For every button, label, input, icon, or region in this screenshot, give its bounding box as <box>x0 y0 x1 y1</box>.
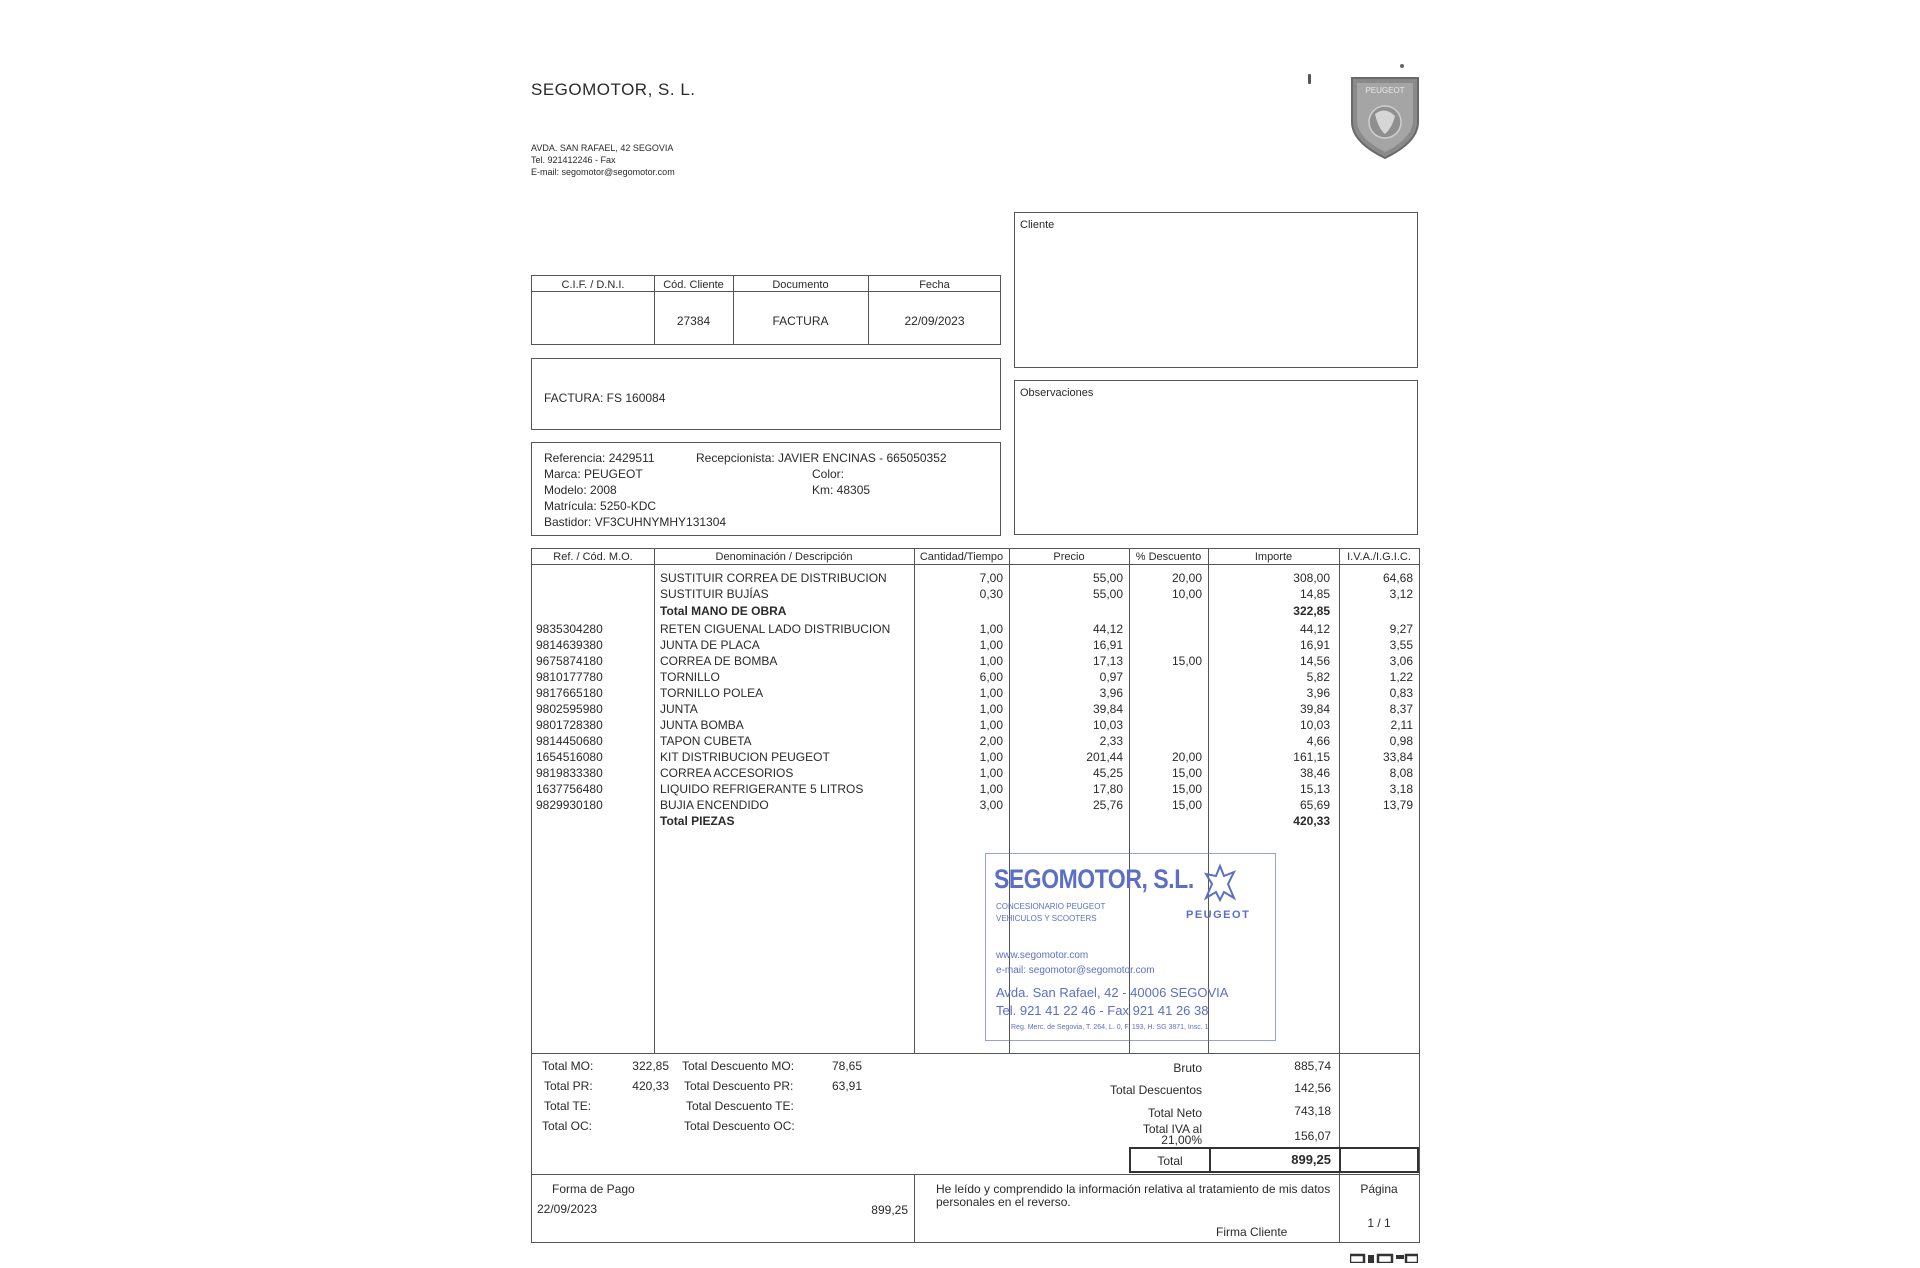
iva-value: 156,07 <box>1294 1129 1331 1143</box>
cell-amount: 38,46 <box>1299 766 1330 780</box>
cell-iva: 2,11 <box>1390 718 1413 732</box>
cell-iva: 33,84 <box>1382 750 1413 764</box>
table-row <box>532 750 1419 766</box>
sum-desc-pr-value: 63,91 <box>831 1079 862 1093</box>
table-row <box>532 622 1419 638</box>
sum-mo-value: 322,85 <box>632 1059 669 1073</box>
cell-ref: 1654516080 <box>536 750 603 764</box>
col-price-header: Precio <box>1053 551 1085 563</box>
forma-pago-fecha: 22/09/2023 <box>537 1202 598 1216</box>
invoice-number-box <box>531 358 1001 430</box>
header-fecha-label: Fecha <box>919 279 950 291</box>
cell-amount: 14,85 <box>1299 587 1330 601</box>
cell-ref: 9814639380 <box>536 638 603 652</box>
cell-ref: 9817665180 <box>536 686 603 700</box>
firma-cliente-label: Firma Cliente <box>1216 1225 1288 1239</box>
cell-qty: 1,00 <box>979 766 1003 780</box>
cell-price: 201,44 <box>1086 750 1123 764</box>
cell-ref: 9819833380 <box>536 766 603 780</box>
cell-desc: TORNILLO <box>660 670 720 684</box>
cell-qty: 6,00 <box>979 670 1003 684</box>
cell-amount: 3,96 <box>1306 686 1330 700</box>
header-documento-value: FACTURA <box>772 314 829 328</box>
privacy-text-1: He leído y comprendido la información relativa al tratamiento de mis datos <box>936 1182 1331 1196</box>
header-documento-label: Documento <box>772 279 829 291</box>
total-box <box>1129 1147 1419 1173</box>
table-row <box>532 654 1419 670</box>
cell-amount: 4,66 <box>1306 734 1330 748</box>
cell-iva: 0,98 <box>1389 734 1413 748</box>
cell-iva: 9,27 <box>1389 622 1413 636</box>
cell-iva: 3,55 <box>1389 638 1413 652</box>
table-row <box>532 670 1419 686</box>
table-row <box>532 571 1419 587</box>
stamp-email: e-mail: segomotor@segomotor.com <box>996 965 1155 976</box>
table-row <box>532 638 1419 654</box>
cell-price: 44,12 <box>1092 622 1123 636</box>
cell-amount: 16,91 <box>1299 638 1330 652</box>
cell-disc: 15,00 <box>1171 798 1202 812</box>
stamp-line2: VEHICULOS Y SCOOTERS <box>996 914 1097 923</box>
cell-qty: 1,00 <box>979 718 1003 732</box>
cell-iva: 13,79 <box>1382 798 1413 812</box>
cell-desc: BUJIA ENCENDIDO <box>660 798 769 812</box>
vehicle-recepcionista: Recepcionista: JAVIER ENCINAS - 665050352 <box>696 451 947 465</box>
cell-desc: TAPON CUBETA <box>660 734 752 748</box>
vehicle-km: Km: 48305 <box>812 483 871 497</box>
cell-disc: 20,00 <box>1171 571 1202 585</box>
cell-amount: 65,69 <box>1299 798 1330 812</box>
vehicle-box <box>531 442 1001 536</box>
cell-disc: 10,00 <box>1171 587 1202 601</box>
cell-price: 2,33 <box>1099 734 1123 748</box>
table-row <box>532 587 1419 603</box>
table-row <box>532 766 1419 782</box>
table-row <box>532 686 1419 702</box>
cell-qty: 1,00 <box>979 638 1003 652</box>
total-row <box>532 814 1419 830</box>
cell-amount: 308,00 <box>1293 571 1330 585</box>
cell-amount: 10,03 <box>1299 718 1330 732</box>
line-rows <box>532 571 1419 1051</box>
cell-ref: 1637756480 <box>536 782 603 796</box>
stamp-brand: PEUGEOT <box>1186 909 1251 921</box>
cell-desc: CORREA ACCESORIOS <box>660 766 794 780</box>
lion-icon <box>1198 862 1242 902</box>
mark-dot <box>1308 74 1311 84</box>
cell-price: 39,84 <box>1092 702 1123 716</box>
cell-price: 45,25 <box>1092 766 1123 780</box>
total-value: 899,25 <box>1291 1152 1331 1167</box>
cell-iva: 64,68 <box>1382 571 1413 585</box>
lines-table <box>531 548 1420 1243</box>
cell-ref: 9675874180 <box>536 654 603 668</box>
cell-disc: 15,00 <box>1171 654 1202 668</box>
cell-disc: 15,00 <box>1171 766 1202 780</box>
forma-pago-label: Forma de Pago <box>552 1182 635 1196</box>
col-disc-header: % Descuento <box>1135 551 1202 563</box>
cell-price: 55,00 <box>1092 571 1123 585</box>
company-email: E-mail: segomotor@segomotor.com <box>531 167 675 177</box>
iva-label-1: Total IVA al <box>1142 1122 1202 1136</box>
cell-ref: 9814450680 <box>536 734 603 748</box>
sum-desc-te-label: Total Descuento TE: <box>686 1099 794 1113</box>
observations-box <box>1014 380 1418 535</box>
cell-price: 55,00 <box>1092 587 1123 601</box>
cell-price: 0,97 <box>1099 670 1123 684</box>
vehicle-referencia: Referencia: 2429511 <box>544 451 655 465</box>
col-ref-header: Ref. / Cód. M.O. <box>553 551 633 563</box>
vehicle-marca: Marca: PEUGEOT <box>544 467 643 481</box>
header-cif-label: C.I.F. / D.N.I. <box>561 279 625 291</box>
cell-price: 3,96 <box>1099 686 1123 700</box>
cell-amount: 322,85 <box>1293 604 1330 618</box>
company-address: AVDA. SAN RAFAEL, 42 SEGOVIA <box>531 143 674 153</box>
company-phone: Tel. 921412246 - Fax <box>531 155 616 165</box>
vehicle-bastidor: Bastidor: VF3CUHNYMHY131304 <box>544 515 727 529</box>
cell-qty: 7,00 <box>979 571 1003 585</box>
table-row <box>532 782 1419 798</box>
cell-disc: 20,00 <box>1171 750 1202 764</box>
sum-desc-mo-value: 78,65 <box>831 1059 862 1073</box>
company-stamp <box>985 853 1276 1041</box>
table-row <box>532 734 1419 750</box>
bruto-label: Bruto <box>1173 1061 1202 1075</box>
sum-te-label: Total TE: <box>544 1099 592 1113</box>
stamp-title: SEGOMOTOR, S.L. <box>994 864 1194 894</box>
cell-ref: 9810177780 <box>536 670 603 684</box>
neto-value: 743,18 <box>1294 1104 1331 1118</box>
cell-qty: 1,00 <box>979 622 1003 636</box>
vehicle-modelo: Modelo: 2008 <box>544 483 617 497</box>
cell-qty: 2,00 <box>979 734 1003 748</box>
stamp-line1: CONCESIONARIO PEUGEOT <box>996 902 1106 911</box>
qr-code <box>1350 1250 1418 1260</box>
cell-amount: 39,84 <box>1299 702 1330 716</box>
cell-iva: 1,22 <box>1389 670 1413 684</box>
stamp-registry: Reg. Merc. de Segovia, T. 264, L. 0, F. 193, H. SG 3871, Insc. 1 <box>1011 1024 1209 1031</box>
header-cod-cliente-label: Cód. Cliente <box>663 279 724 291</box>
cell-ref: 9802595980 <box>536 702 603 716</box>
header-cod-cliente-value: 27384 <box>676 314 711 328</box>
cell-desc: SUSTITUIR BUJÍAS <box>660 587 769 601</box>
stamp-phone: Tel. 921 41 22 46 - Fax 921 41 26 38 <box>996 1003 1209 1018</box>
cell-iva: 3,12 <box>1389 587 1413 601</box>
cell-price: 17,13 <box>1092 654 1123 668</box>
cell-amount: 15,13 <box>1299 782 1330 796</box>
cell-desc: SUSTITUIR CORREA DE DISTRIBUCION <box>660 571 887 585</box>
table-row <box>532 798 1419 814</box>
pagina-value: 1 / 1 <box>1367 1216 1391 1230</box>
cell-amount: 14,56 <box>1299 654 1330 668</box>
col-desc-header: Denominación / Descripción <box>715 551 853 563</box>
total-label: Total <box>1157 1154 1183 1168</box>
descuentos-label: Total Descuentos <box>1109 1083 1202 1097</box>
cell-amount: 161,15 <box>1293 750 1330 764</box>
sum-desc-pr-label: Total Descuento PR: <box>684 1079 794 1093</box>
neto-label: Total Neto <box>1147 1106 1202 1120</box>
cell-qty: 1,00 <box>979 702 1003 716</box>
observations-label: Observaciones <box>1020 387 1094 399</box>
stamp-web: www.segomotor.com <box>996 950 1089 961</box>
table-row <box>532 718 1419 734</box>
cell-ref: 9801728380 <box>536 718 603 732</box>
header-fecha-value: 22/09/2023 <box>904 314 965 328</box>
cell-price: 25,76 <box>1092 798 1123 812</box>
col-qty-header: Cantidad/Tiempo <box>919 551 1004 563</box>
cell-desc: Total MANO DE OBRA <box>660 604 787 618</box>
cell-desc: JUNTA <box>660 702 698 716</box>
invoice-number: FACTURA: FS 160084 <box>544 391 666 405</box>
cell-desc: LIQUIDO REFRIGERANTE 5 LITROS <box>660 782 864 796</box>
sum-mo-label: Total MO: <box>542 1059 594 1073</box>
col-amount-header: Importe <box>1254 551 1293 563</box>
cell-desc: JUNTA DE PLACA <box>660 638 760 652</box>
cell-qty: 1,00 <box>979 686 1003 700</box>
col-iva-header: I.V.A./I.G.I.C. <box>1347 551 1411 563</box>
cell-ref: 9835304280 <box>536 622 603 636</box>
total-row <box>532 604 1419 620</box>
client-box <box>1014 212 1418 368</box>
table-row <box>532 702 1419 718</box>
cell-price: 17,80 <box>1092 782 1123 796</box>
cell-desc: RETEN CIGUENAL LADO DISTRIBUCION <box>660 622 891 636</box>
vehicle-color: Color: <box>812 467 845 481</box>
cell-desc: CORREA DE BOMBA <box>660 654 778 668</box>
stamp-address: Avda. San Rafael, 42 - 40006 SEGOVIA <box>996 985 1229 1000</box>
cell-iva: 3,06 <box>1389 654 1413 668</box>
sum-desc-oc-label: Total Descuento OC: <box>684 1119 795 1133</box>
cell-desc: JUNTA BOMBA <box>660 718 744 732</box>
descuentos-value: 142,56 <box>1294 1081 1331 1095</box>
cell-amount: 44,12 <box>1299 622 1330 636</box>
iva-label-2: 21,00% <box>1161 1133 1202 1147</box>
cell-amount: 420,33 <box>1293 814 1330 828</box>
cell-qty: 1,00 <box>979 782 1003 796</box>
cell-qty: 0,30 <box>979 587 1003 601</box>
pagina-label: Página <box>1360 1182 1398 1196</box>
cell-price: 16,91 <box>1092 638 1123 652</box>
cell-iva: 8,08 <box>1389 766 1413 780</box>
bruto-value: 885,74 <box>1294 1059 1331 1073</box>
cell-desc: Total PIEZAS <box>660 814 735 828</box>
cell-iva: 0,83 <box>1389 686 1413 700</box>
cell-amount: 5,82 <box>1306 670 1330 684</box>
cell-qty: 3,00 <box>979 798 1003 812</box>
sum-pr-value: 420,33 <box>632 1079 669 1093</box>
sum-oc-label: Total OC: <box>542 1119 593 1133</box>
forma-pago-importe: 899,25 <box>871 1203 908 1217</box>
header-table <box>531 275 1001 345</box>
cell-desc: TORNILLO POLEA <box>660 686 764 700</box>
privacy-text-2: personales en el reverso. <box>936 1195 1071 1209</box>
company-name: SEGOMOTOR, S. L. <box>531 80 696 99</box>
cell-iva: 3,18 <box>1389 782 1413 796</box>
sum-desc-mo-label: Total Descuento MO: <box>682 1059 795 1073</box>
cell-desc: KIT DISTRIBUCION PEUGEOT <box>660 750 830 764</box>
cell-ref: 9829930180 <box>536 798 603 812</box>
cell-disc: 15,00 <box>1171 782 1202 796</box>
cell-qty: 1,00 <box>979 654 1003 668</box>
vehicle-matricula: Matrícula: 5250-KDC <box>544 499 657 513</box>
peugeot-logo <box>1340 60 1430 160</box>
cell-iva: 8,37 <box>1389 702 1413 716</box>
cell-price: 10,03 <box>1092 718 1123 732</box>
cell-qty: 1,00 <box>979 750 1003 764</box>
sum-pr-label: Total PR: <box>544 1079 593 1093</box>
logo-text: PEUGEOT <box>1365 86 1405 95</box>
client-label: Cliente <box>1020 219 1055 231</box>
